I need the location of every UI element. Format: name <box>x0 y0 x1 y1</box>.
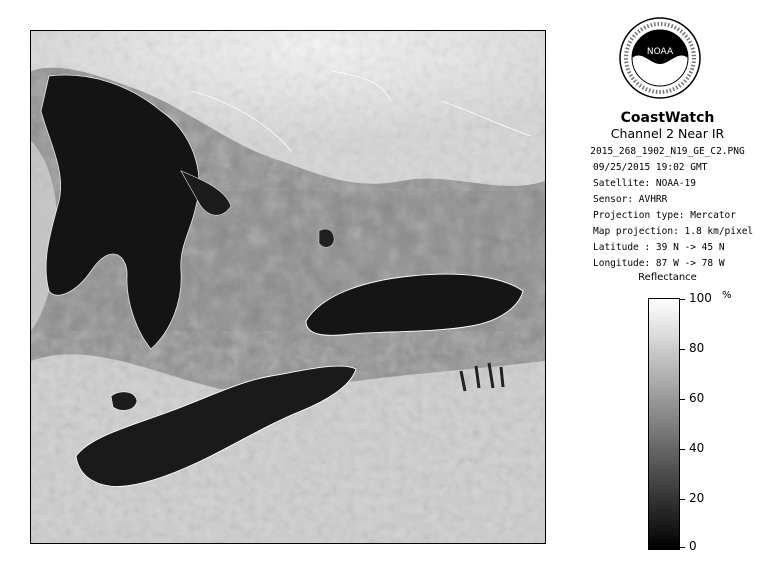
colorbar-tick-label: 0 <box>689 539 697 553</box>
colorbar-tick-label: 20 <box>689 491 705 505</box>
projection-type-label: Projection type: Mercator <box>593 210 736 221</box>
map-projection-label: Map projection: 1.8 km/pixel <box>593 226 754 237</box>
colorbar-unit: % <box>722 290 732 301</box>
latitude-label: Latitude : 39 N -> 45 N <box>593 242 725 253</box>
satellite-label: Satellite: NOAA-19 <box>593 178 696 189</box>
colorbar-tick <box>679 449 685 450</box>
inland-lake <box>319 229 334 247</box>
colorbar-tick <box>679 547 685 548</box>
colorbar-tick <box>679 399 685 400</box>
colorbar-tick <box>679 299 685 300</box>
channel-subtitle: Channel 2 Near IR <box>610 126 725 141</box>
sensor-label: Sensor: AVHRR <box>593 194 668 205</box>
colorbar-tick <box>679 349 685 350</box>
lake-st-clair <box>111 392 137 411</box>
noaa-logo <box>618 16 702 100</box>
colorbar-tick <box>679 499 685 500</box>
longitude-label: Longitude: 87 W -> 78 W <box>593 258 725 269</box>
reflectance-colorbar <box>648 298 680 550</box>
noaa-logo-text: NOAA <box>646 47 674 57</box>
satellite-image <box>30 30 546 544</box>
colorbar-tick-label: 100 <box>689 291 712 305</box>
image-filename: 2015_268_1902_N19_GE_C2.PNG <box>590 146 745 157</box>
colorbar-tick-label: 40 <box>689 441 705 455</box>
product-title: CoastWatch <box>620 110 715 126</box>
colorbar-tick-label: 80 <box>689 341 705 355</box>
colorbar-tick-label: 60 <box>689 391 705 405</box>
date-time: 09/25/2015 19:02 GMT <box>593 162 708 173</box>
colorbar-title: Reflectance <box>638 272 697 283</box>
satellite-map-svg <box>31 31 545 543</box>
